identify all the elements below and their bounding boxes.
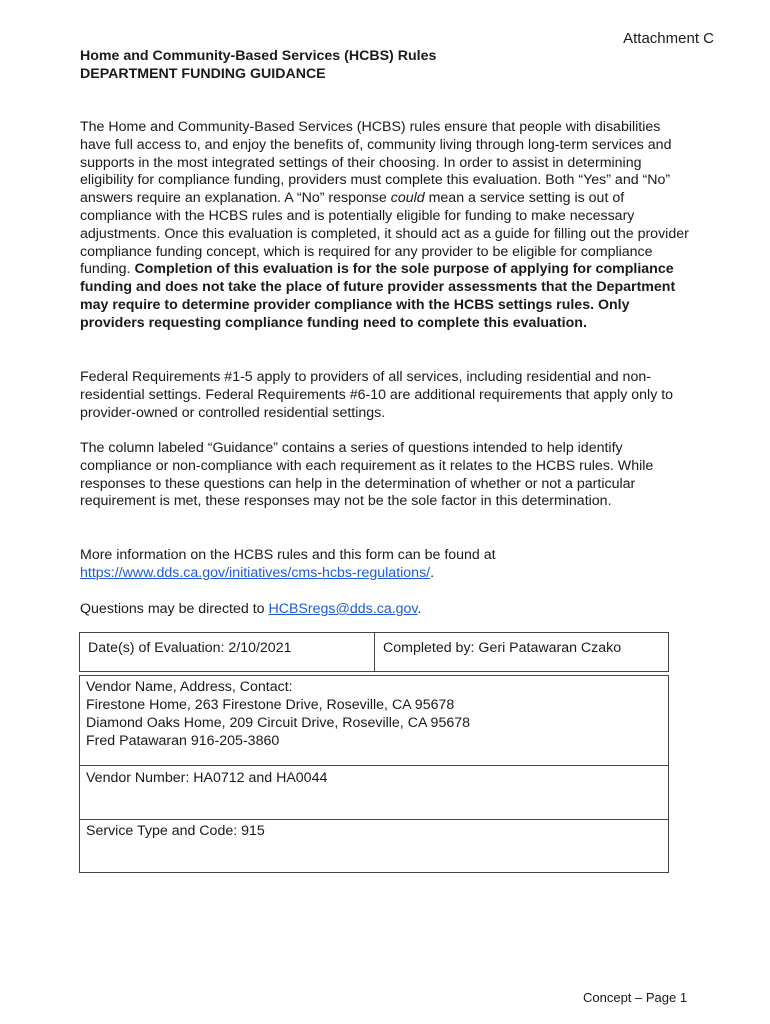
federal-requirements-paragraph: Federal Requirements #1-5 apply to providers of all services, including residential and non-residential settings. Federal Requirements #6-10 are additional requirements that apply only to provider-owned or controlled residential settings.	[80, 369, 674, 421]
questions-text: Questions may be directed to	[80, 601, 269, 617]
evaluation-date-cell: Date(s) of Evaluation: 2/10/2021	[80, 633, 375, 671]
more-info-paragraph	[80, 547, 692, 583]
vendor-contact-label: Vendor Name, Address, Contact:	[86, 679, 293, 695]
vendor-line-diamond-oaks: Diamond Oaks Home, 209 Circuit Drive, Roseville, CA 95678	[86, 715, 471, 731]
document-heading	[80, 47, 436, 83]
intro-italic: could	[390, 190, 425, 207]
service-type-row: Service Type and Code: 915	[86, 823, 265, 839]
document-title: Home and Community-Based Services (HCBS) Rules	[80, 48, 437, 64]
vendor-info-table	[79, 675, 669, 873]
vendor-line-contact: Fred Patawaran 916-205-3860	[86, 733, 280, 749]
attachment-label: Attachment C	[623, 30, 714, 47]
intro-bold-text: Completion of this evaluation is for the sole purpose of applying for compliance funding and does not take the place of future provider assessments that the Department may require to determine provider compliance with the HCBS settings rules. Only providers requesting compliance funding need to complete this evaluation.	[80, 261, 676, 331]
guidance-paragraph: The column labeled “Guidance” contains a series of questions intended to help identify compliance or non-compliance with each requirement as it relates to the HCBS rules. While responses to these questions can help in the determination of whether or not a particular requirement is met, these responses may not be the sole factor in this determination.	[80, 440, 654, 510]
more-info-period: .	[430, 564, 435, 581]
hcbs-regulations-link[interactable]: https://www.dds.ca.gov/initiatives/cms-hcbs-regulations/	[80, 564, 431, 581]
intro-text-2: mean a service setting is out of compliance with the HCBS rules and is potentially eligible for funding to make necessary adjustments. Once this evaluation is completed, it should act as a guide for filling out the provider compliance funding concept, which is required for any provider to be eligible for compliance funding.	[80, 190, 689, 278]
document-subtitle: DEPARTMENT FUNDING GUIDANCE	[80, 66, 326, 82]
intro-paragraph	[80, 119, 692, 333]
vendor-line-firestone: Firestone Home, 263 Firestone Drive, Roseville, CA 95678	[86, 697, 455, 713]
intro-text-1: The Home and Community-Based Services (HCBS) rules ensure that people with disabilities have full access to, and enjoy the benefits of, community living through long-term services and supports in the most integrated settings of their choosing. In order to assist in determining eligibility for compliance funding, providers must complete this evaluation. Both “Yes” and “No” answers require an explanation. A “No” response	[80, 119, 672, 207]
page-footer: Concept – Page 1	[583, 990, 688, 1005]
completed-by-cell: Completed by: Geri Patawaran Czako	[383, 640, 622, 656]
vendor-contact-row	[80, 676, 668, 766]
vendor-number-row: Vendor Number: HA0712 and HA0044	[80, 766, 668, 820]
evaluation-info-table	[79, 632, 669, 672]
hcbs-email-link[interactable]: HCBSregs@dds.ca.gov	[268, 601, 418, 617]
questions-period: .	[417, 601, 422, 617]
more-info-text: More information on the HCBS rules and this form can be found at	[80, 547, 496, 563]
questions-paragraph	[80, 601, 692, 619]
